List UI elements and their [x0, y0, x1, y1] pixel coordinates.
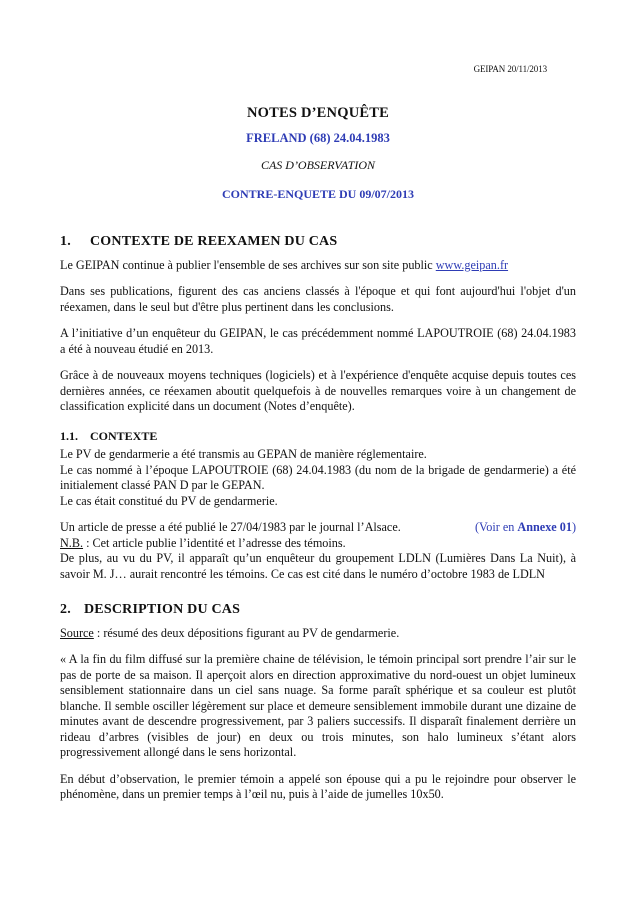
nota-bene	[60, 536, 576, 552]
section-1-heading	[60, 234, 576, 250]
context-line-3: Le cas était constitué du PV de gendarmerie.	[60, 493, 278, 508]
section-2-title: DESCRIPTION DU CAS	[84, 602, 241, 617]
annex-label: Annexe 01	[517, 520, 572, 534]
section-1-paragraph-1	[60, 258, 576, 274]
nota-bene-text: : Cet article publie l’identité et l’adresse des témoins.	[83, 535, 346, 550]
geipan-website-link[interactable]: www.geipan.fr	[435, 257, 509, 272]
section-2-number: 2.	[60, 602, 71, 617]
press-article-row	[60, 520, 576, 536]
document-body	[60, 234, 576, 814]
case-title: FRELAND (68) 24.04.1983	[246, 131, 390, 145]
context-line-2: Le cas nommé à l’époque LAPOUTROIE (68) 24.04.1983 (du nom de la brigade de gendarmerie) a été initialement classé PAN D par le GEPAN.	[60, 462, 576, 492]
press-article-text: Un article de presse a été publié le 27/04/1983 par le journal l’Alsace.	[60, 520, 401, 534]
document-header	[0, 105, 636, 202]
notes-title: NOTES D’ENQUÊTE	[247, 105, 389, 121]
document-reference: GEIPAN 20/11/2013	[473, 64, 547, 74]
section-1-number: 1.	[60, 234, 71, 249]
paragraph-text: Le GEIPAN continue à publier l'ensemble de ses archives sur son site public	[60, 257, 436, 272]
nota-bene-label: N.B.	[60, 535, 84, 550]
subsection-1-1-heading	[60, 429, 576, 445]
testimony-quote: « A la fin du film diffusé sur la première chaine de télévision, le témoin principal sort prendre l’air sur le pas de porte de sa maison. Il aperçoit alors en direction approximative du nord-ouest un objet lumineux sensiblement stationnaire dans un ciel sans nuage. Sa forme paraît sphérique et sa couleur est plutôt blanche. Il semble osciller légèrement sur place et demeure sensiblement immobile durant une dizaine de minutes avant de descendre progressivement, par 3 paliers successifs. Il disparaît finalement derrière un rideau d’arbres (visibles de jour) en deux ou trois minutes, son halo lumineux s’étant alors progressivement allongé dans le sens horizontal.	[60, 652, 576, 759]
section-1-paragraph-3: A l’initiative d’un enquêteur du GEIPAN, le cas précédemment nommé LAPOUTROIE (68) 24.04.1983 a été à nouveau étudié en 2013.	[60, 326, 576, 356]
ldln-paragraph: De plus, au vu du PV, il apparaît qu’un enquêteur du groupement LDLN (Lumières Dans La Nuit), à savoir M. J… aurait rencontré les témoins. Ce cas est cité dans le numéro d’octobre 1983 de LDLN	[60, 551, 576, 581]
section-2-heading	[60, 602, 576, 618]
source-text: : résumé des deux dépositions figurant au PV de gendarmerie.	[93, 625, 400, 640]
section-1-paragraph-2: Dans ses publications, figurent des cas anciens classés à l'époque et qui font aujourd'hui l'objet d'un réexamen, dans le seul but d'être plus pertinent dans les conclusions.	[60, 284, 576, 314]
section-1-paragraph-4: Grâce à de nouveaux moyens techniques (logiciels) et à l'expérience d'enquête acquise depuis toutes ces dernières années, ce réexamen aboutit quelquefois à de nouvelles remarques voire à un changement de classification explicité dans un document (Notes d’enquête).	[60, 368, 576, 413]
section-1-title: CONTEXTE DE REEXAMEN DU CAS	[90, 234, 338, 249]
case-type: CAS D’OBSERVATION	[260, 158, 376, 172]
subsection-1-1-title: CONTEXTE	[90, 428, 158, 443]
source-label: Source	[60, 625, 94, 640]
section-2-paragraph-last: En début d’observation, le premier témoin a appelé son épouse qui a pu le rejoindre pour observer le phénomène, dans un premier temps à l’œil nu, puis à l’aide de jumelles 10x50.	[60, 771, 576, 801]
annex-01-reference[interactable]	[475, 520, 576, 536]
source-line	[60, 626, 576, 642]
annex-close: )	[571, 520, 576, 534]
context-line-1: Le PV de gendarmerie a été transmis au GEPAN de manière réglementaire.	[60, 447, 427, 461]
counter-investigation-title: CONTRE-ENQUETE DU 09/07/2013	[221, 187, 415, 201]
subsection-1-1-number: 1.1.	[60, 428, 78, 443]
annex-open: (Voir en	[474, 520, 518, 534]
